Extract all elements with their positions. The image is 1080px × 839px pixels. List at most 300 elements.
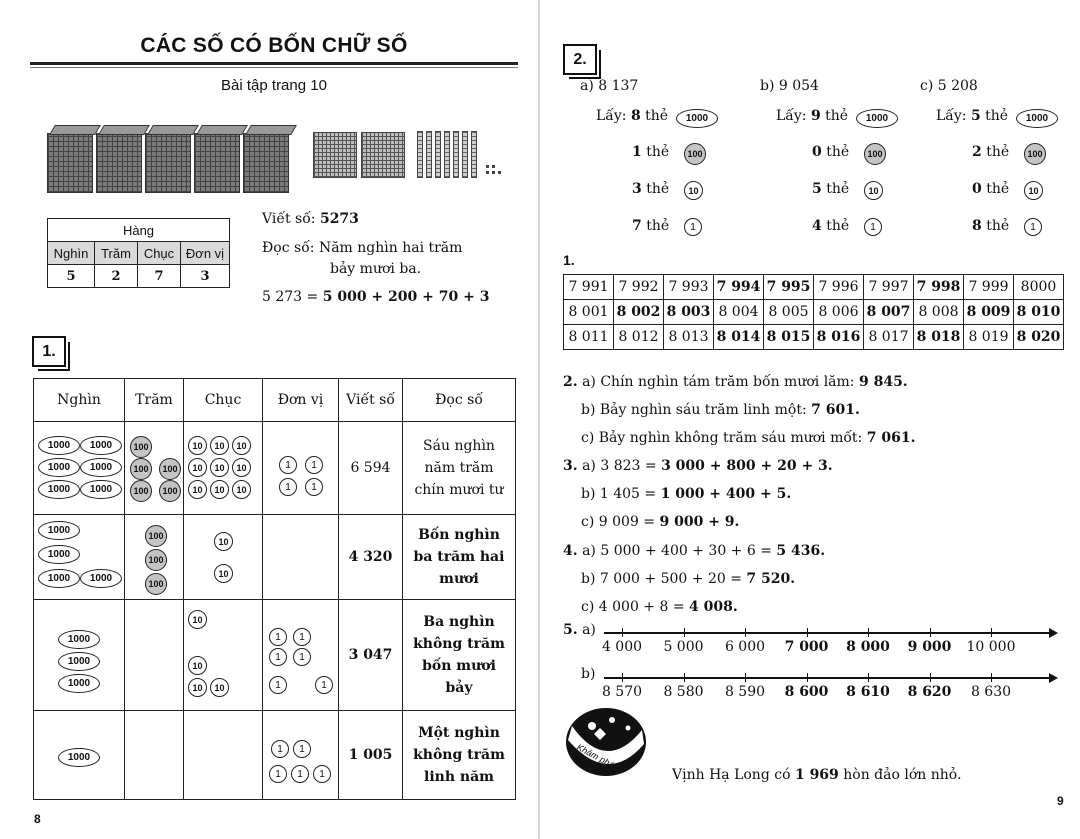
token-100-icon: 100 — [684, 143, 706, 165]
ex3-num: 3. — [563, 458, 578, 474]
read-line: Sáu nghìn — [423, 438, 495, 454]
thousand-cube-icon — [145, 133, 191, 193]
cell-donvi — [263, 600, 339, 711]
number-line-b — [604, 677, 1056, 679]
title-underline — [30, 62, 518, 65]
read-line1: Năm nghìn hai trăm — [318, 240, 463, 256]
card-count: 8 — [972, 218, 982, 234]
token-100-icon: 100 — [145, 573, 167, 595]
unit-cube-icon — [486, 171, 489, 174]
number-line-label: 6 000 — [724, 639, 766, 655]
card-count: 2 — [972, 144, 982, 160]
expansion-left: 5 273 = — [262, 289, 323, 305]
cell-donvi — [263, 711, 339, 800]
exercise-1-table — [33, 378, 516, 800]
number-line-label: 10 000 — [966, 639, 1016, 655]
cell-nghin — [34, 711, 125, 800]
token-1000-icon: 1000 — [38, 545, 80, 564]
token-10-icon: 10 — [188, 610, 207, 629]
ex2-card-line — [812, 218, 849, 234]
card-word: thẻ — [640, 108, 669, 124]
ex4-a-answer: 5 436. — [776, 543, 826, 559]
ex5-a-label: a) — [582, 622, 596, 638]
ex2-card-line — [972, 181, 1009, 197]
token-1000-icon: 1000 — [38, 521, 80, 540]
number-line-label: 8 590 — [724, 684, 766, 700]
number-line-label: 8 620 — [907, 684, 952, 700]
number-line-label: 4 000 — [601, 639, 643, 655]
number-line-tick — [930, 673, 931, 682]
col-header-chuc: Chục — [184, 379, 263, 422]
number-line-label: 7 000 — [784, 639, 829, 655]
number-line-tick — [684, 628, 685, 637]
ex4-b-answer: 7 520. — [746, 571, 796, 587]
ex2-card-line — [632, 218, 669, 234]
page-gutter — [538, 0, 540, 839]
card-count: 5 — [970, 108, 981, 124]
token-1-icon: 1 — [293, 740, 311, 758]
ex5-line-a-label — [563, 622, 596, 638]
card-count: 0 — [812, 144, 822, 160]
cell-written: 4 320 — [339, 515, 403, 600]
grid-cell: 8 020 — [1014, 325, 1064, 350]
cell-tram — [125, 600, 184, 711]
token-1-icon: 1 — [279, 478, 297, 496]
cell-donvi — [263, 515, 339, 600]
token-1000-icon: 1000 — [38, 436, 80, 455]
card-word: thẻ — [980, 108, 1009, 124]
pv-value: 2 — [95, 265, 138, 288]
thousand-cube-icon — [47, 133, 93, 193]
token-1000-icon: 1000 — [38, 458, 80, 477]
card-count: 0 — [972, 181, 982, 197]
pv-value: 3 — [181, 265, 230, 288]
read-line: chín mươi tư — [414, 482, 504, 498]
ex2-c-answer: 7 061. — [866, 430, 916, 446]
place-value-group-header: Hàng — [48, 219, 230, 242]
number-line-tick — [807, 673, 808, 682]
token-1-icon: 1 — [269, 765, 287, 783]
grid-cell: 7 999 — [964, 275, 1014, 300]
token-10-icon: 10 — [188, 656, 207, 675]
grid-cell: 8 007 — [864, 300, 914, 325]
token-1000-icon: 1000 — [58, 652, 100, 671]
grid-cell: 8 002 — [614, 300, 664, 325]
token-10-icon: 10 — [210, 458, 229, 477]
grid-cell: 8 009 — [964, 300, 1014, 325]
ten-rod-icon — [462, 131, 468, 178]
token-10-icon: 10 — [188, 458, 207, 477]
number-line-tick — [684, 673, 685, 682]
grid-cell: 8 004 — [714, 300, 764, 325]
ex2-b-answer: 7 601. — [811, 402, 860, 418]
cell-read — [403, 422, 516, 515]
cell-chuc — [184, 422, 263, 515]
col-header-docso: Đọc số — [403, 379, 516, 422]
cell-written: 1 005 — [339, 711, 403, 800]
grid-cell: 7 993 — [664, 275, 714, 300]
read-label: Đọc số: — [262, 240, 319, 256]
example-read-line — [262, 240, 462, 256]
ex3-a-text: 3 823 = — [600, 458, 662, 474]
token-1-icon: 1 — [271, 740, 289, 758]
number-line-tick — [745, 673, 746, 682]
take-label: Lấy: — [596, 108, 631, 124]
card-word: thẻ — [641, 218, 670, 234]
pv-col-donvi: Đơn vị — [181, 242, 230, 265]
number-line-tick — [745, 628, 746, 637]
number-line-tick — [991, 628, 992, 637]
token-10-icon: 10 — [214, 532, 233, 551]
page-number-right: 9 — [1057, 794, 1064, 808]
ex4-line-a — [563, 543, 825, 559]
token-100-icon: 100 — [130, 436, 152, 458]
ex4-a-prefix: a) — [582, 543, 601, 559]
table-row — [34, 515, 516, 600]
token-10-icon: 10 — [188, 678, 207, 697]
cell-nghin — [34, 515, 125, 600]
example-write-line — [262, 211, 359, 227]
explore-text-bold: 1 969 — [794, 767, 839, 783]
title-underline-thin — [30, 67, 518, 68]
ex2-card-line — [776, 108, 848, 124]
card-word: thẻ — [641, 181, 670, 197]
card-word: thẻ — [981, 218, 1010, 234]
token-1-icon: 1 — [279, 456, 297, 474]
ex2-b-text: Bảy nghìn sáu trăm linh một: — [599, 402, 812, 418]
ex2-a-text: Chín nghìn tám trăm bốn mươi lăm: — [600, 374, 859, 390]
number-line-label: 8 600 — [784, 684, 829, 700]
pv-col-nghin: Nghìn — [48, 242, 95, 265]
ex2-b-prefix: b) — [581, 402, 600, 418]
ex4-c-text: 4 000 + 8 = — [598, 599, 690, 615]
token-1-icon: 1 — [293, 628, 311, 646]
table-row — [564, 275, 1064, 300]
card-count: 8 — [630, 108, 641, 124]
cell-written: 3 047 — [339, 600, 403, 711]
number-line-tick — [622, 673, 623, 682]
ten-rod-icon — [417, 131, 423, 178]
number-line-tick — [868, 673, 869, 682]
read-line: bốn mươi — [422, 658, 496, 674]
ten-rod-icon — [453, 131, 459, 178]
card-count: 5 — [812, 181, 822, 197]
read-line: linh năm — [424, 769, 494, 785]
ex3-c-answer: 9 000 + 9. — [659, 514, 740, 530]
ex2-card-line — [972, 144, 1009, 160]
token-100-icon: 100 — [130, 458, 152, 480]
read-line: Ba nghìn — [423, 614, 495, 630]
read-line: mươi — [439, 571, 479, 587]
hundred-flat-icon — [313, 132, 357, 178]
ex2-card-line — [812, 144, 849, 160]
card-word: thẻ — [821, 144, 850, 160]
token-1-icon: 1 — [293, 648, 311, 666]
number-line-tick — [868, 628, 869, 637]
token-1-icon: 1 — [1024, 218, 1042, 236]
token-1000-icon: 1000 — [676, 109, 718, 128]
example-expansion — [262, 289, 489, 305]
token-10-icon: 10 — [210, 480, 229, 499]
ten-rod-icon — [435, 131, 441, 178]
unit-cube-icon — [486, 165, 489, 168]
ex4-a-text: 5 000 + 400 + 30 + 6 = — [600, 543, 777, 559]
token-1000-icon: 1000 — [1016, 109, 1058, 128]
ex3-a-prefix: a) — [582, 458, 601, 474]
read-line2: bảy mươi ba. — [330, 261, 422, 277]
number-line-tick — [622, 628, 623, 637]
ex4-c-prefix: c) — [581, 599, 599, 615]
grid-cell: 8 014 — [714, 325, 764, 350]
number-line-tick — [930, 628, 931, 637]
take-label: Lấy: — [776, 108, 811, 124]
col-header-donvi: Đơn vị — [263, 379, 339, 422]
thousand-cube-icon — [194, 133, 240, 193]
ten-rod-icon — [426, 131, 432, 178]
ex5-num: 5. — [563, 622, 578, 638]
token-1-icon: 1 — [684, 218, 702, 236]
token-1-icon: 1 — [269, 628, 287, 646]
ex3-line-a — [563, 458, 833, 474]
card-word: thẻ — [981, 144, 1010, 160]
ex2-card-line — [632, 144, 669, 160]
number-line-label: 9 000 — [907, 639, 952, 655]
grid-cell: 8 011 — [564, 325, 614, 350]
grid-cell: 8000 — [1014, 275, 1064, 300]
grid-cell: 8 018 — [914, 325, 964, 350]
ten-rod-icon — [444, 131, 450, 178]
token-1000-icon: 1000 — [80, 458, 122, 477]
card-word: thẻ — [981, 181, 1010, 197]
page-subtitle: Bài tập trang 10 — [221, 77, 327, 94]
number-grid-table — [563, 274, 1064, 350]
pv-col-tram: Trăm — [95, 242, 138, 265]
grid-cell: 8 008 — [914, 300, 964, 325]
ex2-part-label: c) 5 208 — [920, 78, 978, 94]
number-line-label: 8 570 — [601, 684, 643, 700]
token-1000-icon: 1000 — [38, 569, 80, 588]
kham-pha-logo-icon — [562, 704, 648, 782]
number-line-label: 8 630 — [970, 684, 1012, 700]
token-1000-icon: 1000 — [58, 674, 100, 693]
cell-nghin — [34, 600, 125, 711]
write-label: Viết số: — [262, 211, 320, 227]
ex2-card-line — [812, 181, 849, 197]
token-1000-icon: 1000 — [80, 436, 122, 455]
token-1-icon: 1 — [269, 648, 287, 666]
cell-chuc — [184, 711, 263, 800]
grid-cell: 8 015 — [764, 325, 814, 350]
cell-tram — [125, 422, 184, 515]
token-10-icon: 10 — [864, 181, 883, 200]
grid-cell: 7 995 — [764, 275, 814, 300]
ex4-num: 4. — [563, 543, 578, 559]
ex2-line-b — [581, 402, 860, 418]
cell-donvi — [263, 422, 339, 515]
read-line: bảy — [445, 680, 473, 696]
token-1-icon: 1 — [305, 456, 323, 474]
ex3-c-text: 9 009 = — [598, 514, 660, 530]
unit-cube-icon — [498, 171, 501, 174]
col-header-nghin: Nghìn — [34, 379, 125, 422]
explore-text-before: Vịnh Hạ Long có — [672, 767, 795, 783]
read-line: ba trăm hai — [413, 549, 505, 565]
cell-nghin — [34, 422, 125, 515]
ex3-b-prefix: b) — [581, 486, 600, 502]
token-100-icon: 100 — [1024, 143, 1046, 165]
grid-cell: 7 998 — [914, 275, 964, 300]
cell-chuc — [184, 515, 263, 600]
table-row — [564, 300, 1064, 325]
grid-cell: 8 017 — [864, 325, 914, 350]
token-1000-icon: 1000 — [80, 569, 122, 588]
ten-rod-icon — [471, 131, 477, 178]
token-1-icon: 1 — [291, 765, 309, 783]
token-10-icon: 10 — [210, 678, 229, 697]
read-line: Một nghìn — [418, 725, 500, 741]
token-1000-icon: 1000 — [856, 109, 898, 128]
ex2-line-c — [581, 430, 915, 446]
card-word: thẻ — [821, 218, 850, 234]
token-1-icon: 1 — [315, 676, 333, 694]
token-10-icon: 10 — [232, 458, 251, 477]
table-row — [34, 711, 516, 800]
token-1-icon: 1 — [313, 765, 331, 783]
grid-cell: 8 006 — [814, 300, 864, 325]
card-count: 9 — [810, 108, 821, 124]
number-line-label: 8 000 — [846, 639, 890, 655]
page-title: CÁC SỐ CÓ BỐN CHỮ SỐ — [140, 34, 408, 57]
ex4-line-b — [581, 571, 795, 587]
cell-read — [403, 600, 516, 711]
ex2-a-answer: 9 845. — [858, 374, 908, 390]
ex3-c-prefix: c) — [581, 514, 599, 530]
read-line: không trăm — [413, 747, 505, 763]
write-value: 5273 — [319, 211, 359, 227]
thousand-cube-icon — [243, 133, 289, 193]
ex2-part-label: b) 9 054 — [760, 78, 819, 94]
number-line-tick — [991, 673, 992, 682]
ex2-c-prefix: c) — [581, 430, 599, 446]
token-10-icon: 10 — [684, 181, 703, 200]
cell-chuc — [184, 600, 263, 711]
token-1-icon: 1 — [269, 676, 287, 694]
ex2-line-a — [563, 374, 908, 390]
exercise-2-badge: 2. — [563, 44, 597, 75]
table-row — [34, 600, 516, 711]
unit-cube-icon — [492, 165, 495, 168]
ex5-b-label: b) — [581, 666, 596, 682]
pv-value: 5 — [48, 265, 95, 288]
pv-col-chuc: Chục — [138, 242, 181, 265]
take-label: Lấy: — [936, 108, 971, 124]
token-100-icon: 100 — [159, 480, 181, 502]
ex4-line-c — [581, 599, 738, 615]
ex2-card-line — [936, 108, 1008, 124]
place-value-table — [47, 218, 230, 288]
token-100-icon: 100 — [159, 458, 181, 480]
read-line: năm trăm — [424, 460, 494, 476]
grid-cell: 8 016 — [814, 325, 864, 350]
ex3-line-c — [581, 514, 739, 530]
grid-cell: 7 996 — [814, 275, 864, 300]
col-header-vietso: Viết số — [339, 379, 403, 422]
grid-cell: 8 003 — [664, 300, 714, 325]
exercise-1-badge: 1. — [32, 336, 66, 367]
token-10-icon: 10 — [214, 564, 233, 583]
token-100-icon: 100 — [130, 480, 152, 502]
section-1-label: 1. — [563, 252, 575, 268]
expansion-right: 5 000 + 200 + 70 + 3 — [322, 289, 490, 305]
grid-cell: 8 005 — [764, 300, 814, 325]
card-word: thẻ — [821, 181, 850, 197]
col-header-tram: Trăm — [125, 379, 184, 422]
ex2-c-text: Bảy nghìn không trăm sáu mươi mốt: — [598, 430, 867, 446]
token-10-icon: 10 — [232, 436, 251, 455]
table-row — [564, 325, 1064, 350]
card-word: thẻ — [641, 144, 670, 160]
card-count: 3 — [632, 181, 642, 197]
cell-read — [403, 515, 516, 600]
ex4-c-answer: 4 008. — [689, 599, 738, 615]
token-100-icon: 100 — [864, 143, 886, 165]
explore-text — [672, 767, 962, 783]
card-word: thẻ — [820, 108, 849, 124]
token-100-icon: 100 — [145, 549, 167, 571]
grid-cell: 8 012 — [614, 325, 664, 350]
ex4-b-prefix: b) — [581, 571, 600, 587]
number-line-tick — [807, 628, 808, 637]
token-100-icon: 100 — [145, 525, 167, 547]
token-10-icon: 10 — [188, 436, 207, 455]
read-line: Bốn nghìn — [418, 527, 500, 543]
number-line-label: 8 610 — [846, 684, 890, 700]
kham-pha-logo-text: Khám phá — [575, 741, 616, 771]
number-line-a — [604, 632, 1056, 634]
ex3-a-answer: 3 000 + 800 + 20 + 3. — [661, 458, 833, 474]
ex3-b-text: 1 405 = — [599, 486, 661, 502]
ex2-card-line — [632, 181, 669, 197]
explore-text-after: hòn đảo lớn nhỏ. — [838, 767, 962, 783]
token-10-icon: 10 — [210, 436, 229, 455]
token-1000-icon: 1000 — [80, 480, 122, 499]
token-1000-icon: 1000 — [38, 480, 80, 499]
grid-cell: 7 991 — [564, 275, 614, 300]
cell-tram — [125, 515, 184, 600]
ex2-num: 2. — [563, 374, 578, 390]
ex3-b-answer: 1 000 + 400 + 5. — [660, 486, 792, 502]
hundred-flat-icon — [361, 132, 405, 178]
token-10-icon: 10 — [188, 480, 207, 499]
grid-cell: 8 019 — [964, 325, 1014, 350]
page-number-left: 8 — [34, 812, 41, 826]
grid-cell: 8 001 — [564, 300, 614, 325]
token-1-icon: 1 — [864, 218, 882, 236]
card-count: 4 — [812, 218, 822, 234]
ex2-a-prefix: a) — [582, 374, 601, 390]
grid-cell: 7 994 — [714, 275, 764, 300]
unit-cube-icon — [492, 171, 495, 174]
grid-cell: 8 013 — [664, 325, 714, 350]
ex2-part-label: a) 8 137 — [580, 78, 639, 94]
cell-read — [403, 711, 516, 800]
read-line: không trăm — [413, 636, 505, 652]
number-line-label: 5 000 — [663, 639, 704, 655]
ex2-card-line — [972, 218, 1009, 234]
pv-value: 7 — [138, 265, 181, 288]
table-row — [34, 422, 516, 515]
cell-written: 6 594 — [339, 422, 403, 515]
